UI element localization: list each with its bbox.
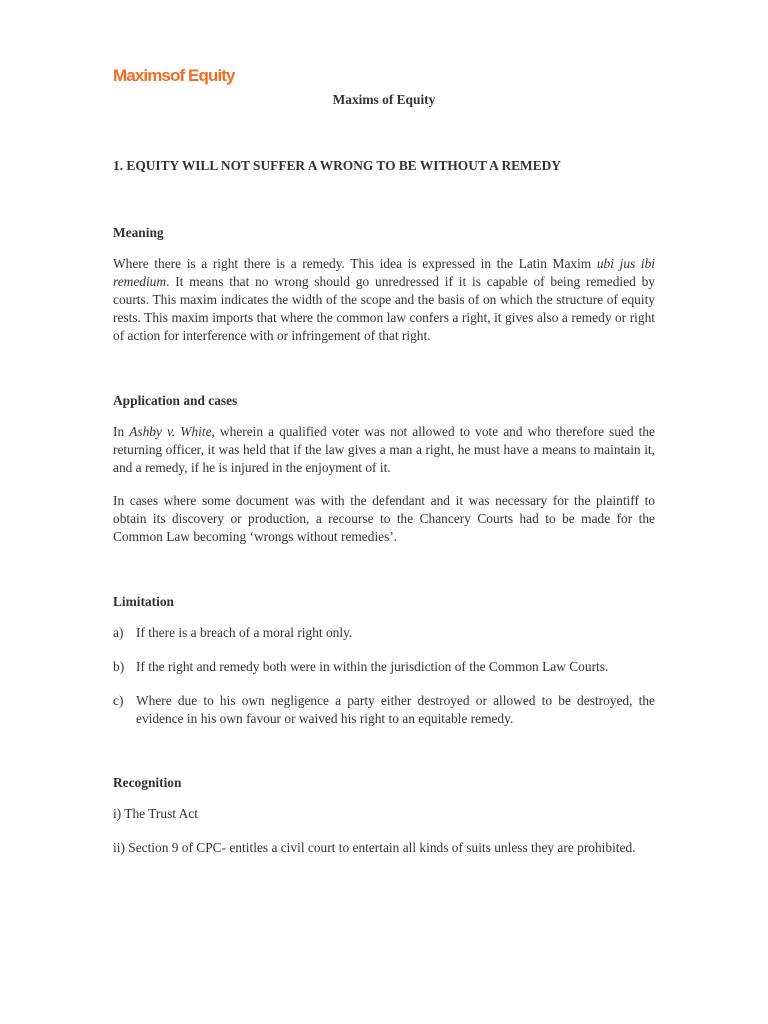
limitation-item-text: If the right and remedy both were in within the jurisdiction of the Common Law Courts. [136,659,609,674]
case-name: Ashby v. White [129,424,212,439]
meaning-heading: Meaning [113,225,164,240]
application-paragraph-1 [113,423,655,477]
recognition-item: i) The Trust Act [113,806,198,821]
document-header-brand: Maximsof Equity [113,66,235,85]
document-title: Maxims of Equity [332,92,436,107]
latin-maxim: ubi jus ibi remedium [113,256,655,289]
recognition-heading: Recognition [113,775,182,790]
limitation-item-text: If there is a breach of a moral right only. [136,625,353,640]
list-marker: b) [113,659,125,674]
meaning-paragraph [113,255,655,345]
limitation-item-text: Where due to his own negligence a party either destroyed or allowed to be destroyed, the evidence in his own favour or waived his right to an equitable remedy. [136,693,655,726]
list-marker: c) [113,693,124,708]
limitation-item [113,658,655,676]
meaning-text-end: . It means that no wrong should go unredressed if it is capable of being remedied by courts. This maxim indicates the width of the scope and the basis of on which the structure of equity rests. This maxim imports that where the common law confers a right, it gives also a remedy or right of action for interference with or infringement of that right. [113,274,655,343]
application-heading: Application and cases [113,393,238,408]
limitation-item [113,624,655,642]
section-heading: 1. EQUITY WILL NOT SUFFER A WRONG TO BE WITHOUT A REMEDY [113,158,561,173]
limitation-item [113,692,655,728]
application-paragraph-2: In cases where some document was with the defendant and it was necessary for the plaintiff to obtain its discovery or production, a recourse to the Chancery Courts had to be made for the Common Law becoming ‘wrongs without remedies’. [113,493,655,544]
list-marker: a) [113,625,124,640]
application-prefix: In [113,424,130,439]
limitation-heading: Limitation [113,594,175,609]
application-text: , wherein a qualified voter was not allowed to vote and who therefore sued the returning officer, it was held that if the law gives a man a right, he must have a means to maintain it, and a remedy, if he is injured in the enjoyment of it. [113,424,656,475]
recognition-item: ii) Section 9 of CPC- entitles a civil court to entertain all kinds of suits unless they are prohibited. [113,840,636,855]
document-body [113,90,655,857]
meaning-text-start: Where there is a right there is a remedy. This idea is expressed in the Latin Maxim [113,256,597,271]
